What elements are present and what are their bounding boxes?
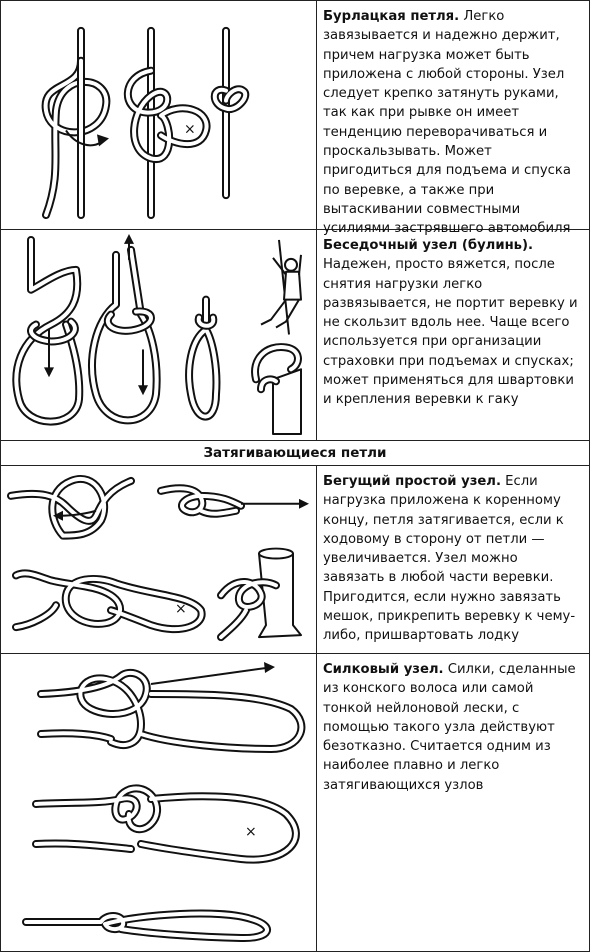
burlak-step-1-drawing bbox=[46, 31, 107, 215]
knot-row-running bbox=[1, 466, 589, 654]
knot-title: Бурлацкая петля. bbox=[323, 9, 460, 24]
knot-description: Надежен, просто вяжется, после снятия нагрузки легко развязывается, не портит веревку и не скользит вдоль нее. Чаще всего используется при организации страховки при подъемах и спусках; может применяться для швартовки и крепления веревки к гаку bbox=[323, 257, 578, 408]
knot-description: Силки, сделанные из конского волоса или самой тонкой нейлоновой лески, с помощью такого узла действуют безотказно. Считается одним из наиболее плавно и легко затягивающихся узлов bbox=[323, 662, 576, 793]
running-step-1-drawing bbox=[11, 479, 131, 536]
knot-title: Бегущий простой узел. bbox=[323, 474, 501, 489]
knot-description: Легко завязывается и надежно держит, причем нагрузка может быть приложена с любой стороны. Узел следует крепко затянуть руками, так как при рывке он имеет тенденцию переворачиваться и проскальзывать. Может пригодиться для подъема и спуска по веревке, а также при вытаскивании совместными усилиями застрявшего автомобиля bbox=[323, 9, 571, 237]
knot-title: Беседочный узел (булинь). bbox=[323, 238, 534, 253]
running-x-mark: × bbox=[175, 601, 187, 618]
running-step-4-drawing bbox=[221, 549, 301, 638]
knot-row-snare bbox=[1, 654, 589, 951]
snare-step-2-drawing bbox=[36, 788, 296, 859]
burlak-loop-illustration bbox=[1, 1, 317, 229]
knot-row-burlak bbox=[1, 1, 589, 237]
burlak-x-mark: × bbox=[183, 121, 196, 138]
running-step-2-drawing bbox=[161, 488, 241, 514]
snare-arrow bbox=[151, 668, 266, 684]
knot-text-bowline bbox=[323, 236, 583, 410]
snare-step-3-drawing bbox=[26, 914, 267, 939]
knot-description: Если нагрузка приложена к коренному концу, петля затягивается, если к ходовому в сторону от петли — увеличивается. Узел можно завязать в любой части веревки. Пригодится, если нужно завязать мешок, прикрепить веревку к чему-либо, пришвартовать лодку bbox=[323, 474, 576, 644]
bowline-step-3-drawing bbox=[189, 300, 216, 417]
bowline-step-1-drawing bbox=[16, 240, 79, 422]
running-knot-illustration bbox=[1, 466, 317, 653]
knot-text-running bbox=[323, 472, 583, 646]
bowline-illustration bbox=[1, 230, 317, 440]
knot-title: Силковый узел. bbox=[323, 662, 444, 677]
section-header: Затягивающиеся петли bbox=[1, 441, 589, 466]
snare-x-mark: × bbox=[245, 824, 257, 840]
knot-text-burlak bbox=[323, 7, 583, 239]
knot-text-snare bbox=[323, 660, 583, 795]
stake-drawing bbox=[255, 347, 301, 434]
snare-knot-illustration bbox=[1, 654, 317, 951]
bowline-step-2-drawing bbox=[92, 250, 157, 420]
running-step-3-drawing bbox=[16, 573, 202, 629]
burlak-step-3-drawing bbox=[215, 31, 246, 195]
snare-step-1-drawing bbox=[41, 673, 301, 749]
knot-row-bowline bbox=[1, 230, 589, 441]
climber-drawing bbox=[261, 240, 301, 335]
